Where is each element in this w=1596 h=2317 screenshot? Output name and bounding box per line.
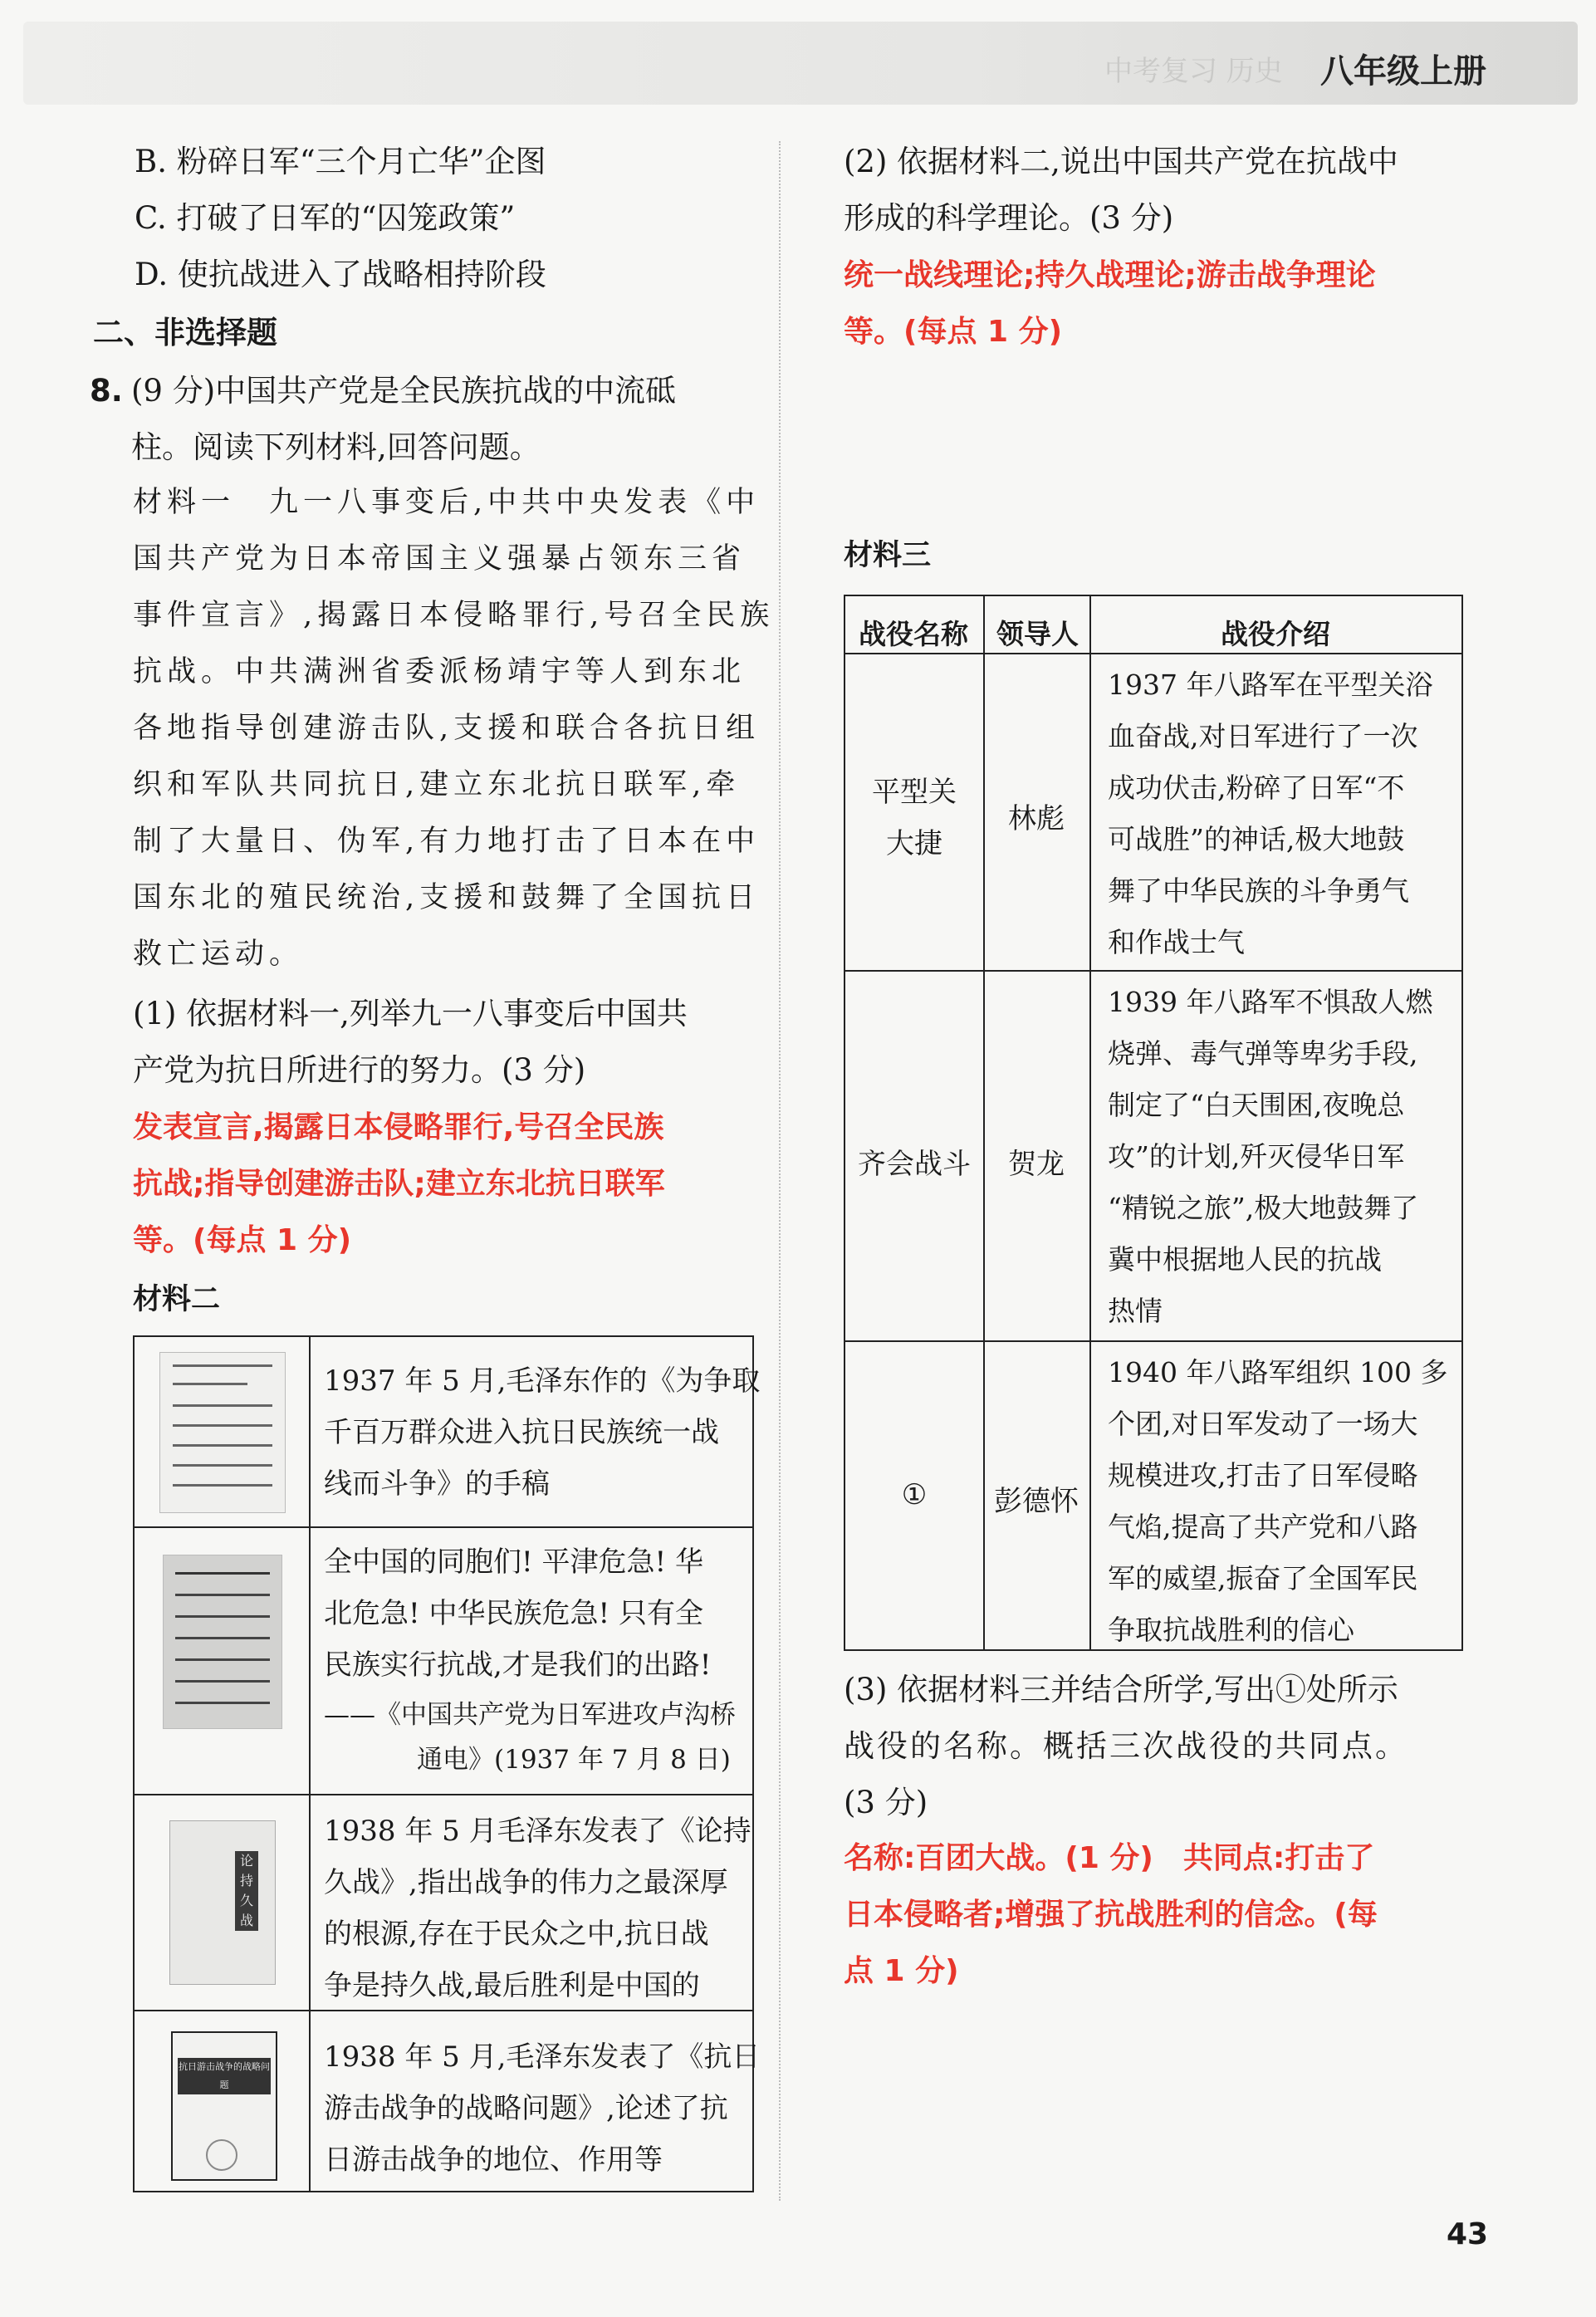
battle-name: 大捷 xyxy=(886,827,942,860)
table-header-leader: 领导人 xyxy=(996,618,1079,650)
question-8-line: 柱。阅读下列材料,回答问题。 xyxy=(131,429,541,465)
battle-description-line: 冀中根据地人民的抗战 xyxy=(1108,1243,1382,1276)
answer-3-line: 名称:百团大战。(1 分) 共同点:打击了 xyxy=(844,1841,1375,1875)
material1-line: 制了大量日、伪军,有力地打击了日本在中 xyxy=(133,825,761,858)
material2-row1-line: 千百万群众进入抗日民族统一战 xyxy=(324,1416,719,1449)
battle-description-line: 制定了“白天围困,夜晚总 xyxy=(1108,1089,1405,1121)
material1-line: 织和军队共同抗日,建立东北抗日联军,牵 xyxy=(133,768,741,801)
material1-line: 抗战。中共满洲省委派杨靖宇等人到东北 xyxy=(133,655,747,688)
section-title: 二、非选择题 xyxy=(93,315,277,350)
material2-row3-line: 1938 年 5 月毛泽东发表了《论持 xyxy=(324,1815,751,1848)
battle-description-line: 1939 年八路军不惧敌人燃 xyxy=(1108,986,1433,1018)
material2-row4-line: 游击战争的战略问题》,论述了抗 xyxy=(324,2092,728,2125)
battle-description-line: 1940 年八路军组织 100 多 xyxy=(1108,1356,1448,1389)
material2-row4-line: 日游击战争的地位、作用等 xyxy=(324,2143,663,2177)
battle-description-line: 和作战士气 xyxy=(1108,926,1245,958)
battle-description-line: 气焰,提高了共产党和八路 xyxy=(1108,1511,1418,1543)
sub-question-2: (2) 依据材料二,说出中国共产党在抗战中 xyxy=(844,144,1398,179)
material2-row2-line: ——《中国共产党为日军进攻卢沟桥 xyxy=(324,1700,736,1730)
battle-description-line: 可战胜”的神话,极大地鼓 xyxy=(1108,823,1405,855)
material2-row3-line: 的根源,存在于民众之中,抗日战 xyxy=(324,1918,709,1951)
battle-description-line: 1937 年八路军在平型关浴 xyxy=(1108,669,1433,701)
sub-question-3: 战役的名称。概括三次战役的共同点。 xyxy=(844,1728,1408,1764)
battle-name: 齐会战斗 xyxy=(858,1148,971,1181)
answer-3-line: 点 1 分) xyxy=(844,1954,959,1988)
material2-title: 材料二 xyxy=(133,1283,221,1316)
material1-line: 国东北的殖民统治,支援和鼓舞了全国抗日 xyxy=(133,881,761,914)
material2-row4-line: 1938 年 5 月,毛泽东发表了《抗日 xyxy=(324,2040,761,2074)
sub-question-3: (3 分) xyxy=(844,1785,928,1820)
table-header-name: 战役名称 xyxy=(859,618,968,650)
material1-line: 材料一 九一八事变后,中共中央发表《中 xyxy=(133,486,761,519)
book-cover-image xyxy=(169,1820,276,1985)
material2-row1-line: 线而斗争》的手稿 xyxy=(324,1467,550,1501)
question-8-number: 8. xyxy=(90,373,123,409)
battle-description-line: 成功伏击,粉碎了日军“不 xyxy=(1108,772,1405,804)
table-row-divider xyxy=(135,1526,752,1528)
battle-description-line: 血奋战,对日军进行了一次 xyxy=(1108,720,1418,752)
material3-table xyxy=(844,595,1463,1651)
answer-2-line: 统一战线理论;持久战理论;游击战争理论 xyxy=(844,258,1376,292)
table-row-divider xyxy=(135,1794,752,1795)
column-divider xyxy=(779,141,781,2201)
table-column-divider xyxy=(309,1337,311,2191)
material1-line: 各地指导创建游击队,支援和联合各抗日组 xyxy=(133,712,761,745)
battle-description-line: 军的威望,振奋了全国军民 xyxy=(1108,1562,1418,1594)
battle-description-line: 个团,对日军发动了一场大 xyxy=(1108,1408,1418,1440)
answer-1-line: 抗战;指导创建游击队;建立东北抗日联军 xyxy=(133,1167,665,1201)
sub-question-2: 形成的科学理论。(3 分) xyxy=(844,200,1174,236)
option-d: D. 使抗战进入了战略相持阶段 xyxy=(135,257,546,292)
material1-line: 救亡运动。 xyxy=(133,938,304,971)
book-cover-title: 抗日游击战争的战略问题 xyxy=(178,2058,271,2094)
material1-line: 事件宣言》,揭露日本侵略罪行,号召全民族 xyxy=(133,599,775,632)
option-b: B. 粉碎日军“三个月亡华”企图 xyxy=(135,144,546,179)
answer-3-line: 日本侵略者;增强了抗战胜利的信念。(每 xyxy=(844,1898,1378,1932)
battle-description-line: “精锐之旅”,极大地鼓舞了 xyxy=(1108,1192,1419,1224)
table-row-divider xyxy=(845,970,1461,972)
battle-description-line: 热情 xyxy=(1108,1295,1163,1327)
book-cover-image xyxy=(171,2031,277,2181)
material2-row2-line: 全中国的同胞们! 平津危急! 华 xyxy=(324,1545,703,1579)
material2-table xyxy=(133,1335,761,2192)
table-header-intro: 战役介绍 xyxy=(1221,618,1330,650)
material2-row1-line: 1937 年 5 月,毛泽东作的《为争取 xyxy=(324,1364,761,1398)
material1-line: 国共产党为日本帝国主义强暴占领东三省 xyxy=(133,542,747,576)
table-row-divider xyxy=(135,2010,752,2011)
material2-row3-line: 争是持久战,最后胜利是中国的 xyxy=(324,1969,700,2002)
telegram-document-image xyxy=(163,1555,282,1729)
material2-row2-line: 北危急! 中华民族危急! 只有全 xyxy=(324,1597,703,1630)
question-8-line: (9 分)中国共产党是全民族抗战的中流砥 xyxy=(131,373,677,409)
battle-leader: 彭德怀 xyxy=(994,1485,1079,1518)
header-subject-faint: 中考复习 历史 xyxy=(1104,55,1283,88)
material3-title: 材料三 xyxy=(844,539,932,572)
table-row-divider xyxy=(845,653,1461,654)
table-row-divider xyxy=(845,1340,1461,1342)
battle-description-line: 烧弹、毒气弹等卑劣手段, xyxy=(1108,1037,1418,1070)
header-grade-label: 八年级上册 xyxy=(1320,52,1486,91)
page-number: 43 xyxy=(1447,2217,1489,2251)
answer-1-line: 发表宣言,揭露日本侵略罪行,号召全民族 xyxy=(133,1110,664,1144)
sub-question-3: (3) 依据材料三并结合所学,写出①处所示 xyxy=(844,1672,1398,1707)
book-cover-title: 论持久战 xyxy=(235,1851,258,1931)
battle-name-blank: ① xyxy=(901,1478,928,1511)
option-c: C. 打破了日军的“囚笼政策” xyxy=(135,200,516,236)
material2-row3-line: 久战》,指出战争的伟力之最深厚 xyxy=(324,1866,728,1899)
battle-leader: 林彪 xyxy=(1008,802,1065,835)
manuscript-image xyxy=(159,1352,286,1513)
battle-leader: 贺龙 xyxy=(1008,1148,1065,1181)
material2-row2-line: 通电》(1937 年 7 月 8 日) xyxy=(417,1745,731,1775)
battle-description-line: 规模进攻,打击了日军侵略 xyxy=(1108,1459,1418,1492)
battle-description-line: 舞了中华民族的斗争勇气 xyxy=(1108,874,1409,907)
battle-name: 平型关 xyxy=(872,776,957,809)
answer-2-line: 等。(每点 1 分) xyxy=(844,315,1063,349)
battle-description-line: 争取抗战胜利的信心 xyxy=(1108,1614,1354,1646)
sub-question-1: (1) 依据材料一,列举九一八事变后中国共 xyxy=(133,996,688,1031)
sub-question-1: 产党为抗日所进行的努力。(3 分) xyxy=(133,1052,586,1088)
table-column-divider xyxy=(1089,596,1091,1649)
battle-description-line: 攻”的计划,歼灭侵华日军 xyxy=(1108,1140,1405,1173)
material2-row2-line: 民族实行抗战,才是我们的出路! xyxy=(324,1648,712,1682)
answer-1-line: 等。(每点 1 分) xyxy=(133,1223,352,1257)
